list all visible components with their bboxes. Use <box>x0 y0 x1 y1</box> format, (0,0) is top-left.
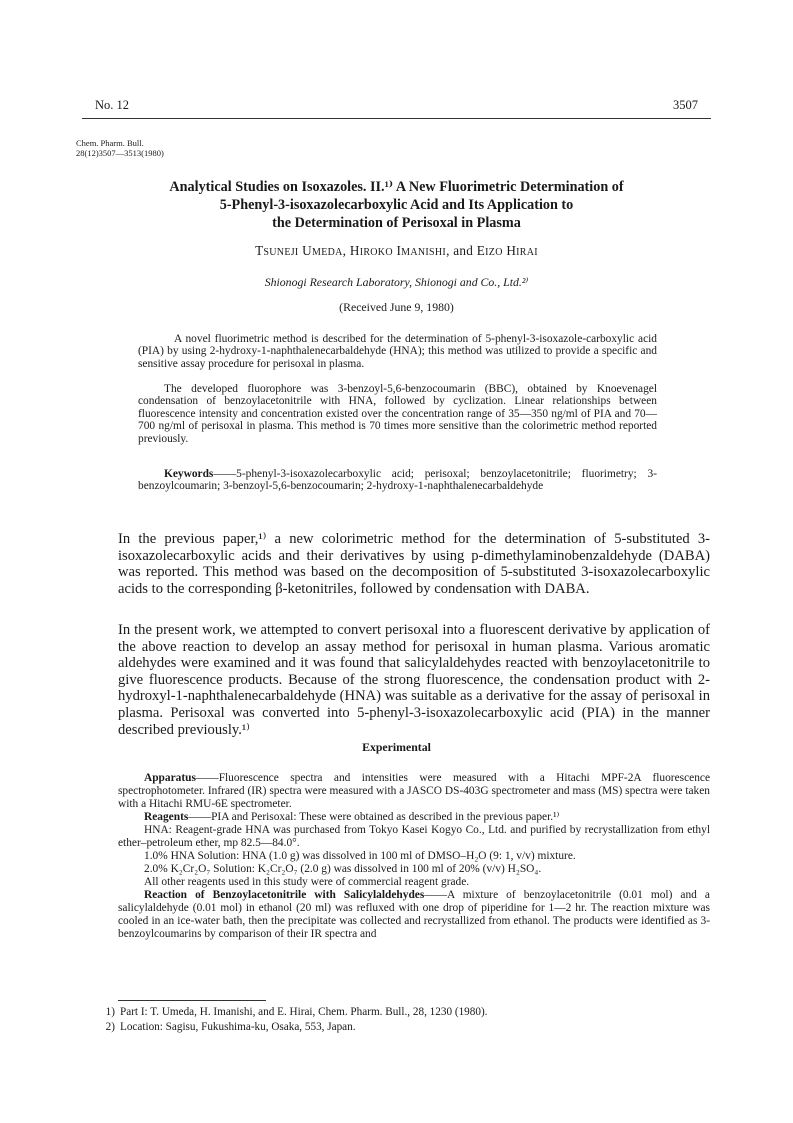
reagents-label: Reagents <box>144 811 189 823</box>
footnote-2: 2) Location: Sagisu, Fukushima-ku, Osaka, 553, Japan. <box>105 1021 356 1033</box>
citation-journal: Chem. Pharm. Bull. <box>76 138 144 148</box>
hna-solution-paragraph: 1.0% HNA Solution: HNA (1.0 g) was dissolved in 100 ml of DMSO–H₂O (9: 1, v/v) mixture. <box>144 850 576 862</box>
author-list: TSUNEJI UMEDA, HIROKO IMANISHI, and EIZO HIRAI <box>255 243 538 258</box>
hna-paragraph: HNA: Reagent-grade HNA was purchased from Tokyo Kasei Kogyo Co., Ltd. and purified by recrystallization from ethyl ether–petroleum ether, mp 82.5—84.0°. <box>118 824 710 849</box>
journal-issue: No. 12 <box>95 98 130 112</box>
dichromate-solution-paragraph: 2.0% K₂Cr₂O₇ Solution: K₂Cr₂O₇ (2.0 g) was dissolved in 100 ml of 20% (v/v) H₂SO₄. <box>144 863 542 875</box>
footnote-rule <box>118 1000 266 1001</box>
apparatus-label: Apparatus <box>144 772 196 784</box>
section-heading-experimental: Experimental <box>362 740 431 754</box>
intro-paragraph-2: In the present work, we attempted to convert perisoxal into a fluorescent derivative by application of the above reaction to develop an assay method for perisoxal in human plasma. Various aromatic aldehydes were examined and it was found that salicylaldehydes reacted with benzoylacetonitrile to give fluorescence products. Because of the strong fluorescence, the condensation product with 2-hydroxyl-1-naphthalenecarbaldehyde (HNA) was suitable as a derivative for the assay of perisoxal in plasma. Perisoxal was converted into 5-phenyl-3-isoxazolecarboxylic acid (PIA) in the manner described previously.¹⁾ <box>118 622 710 738</box>
header-rule <box>82 118 711 119</box>
title-line-1: Analytical Studies on Isoxazoles. II.¹⁾ A New Fluorimetric Determination of <box>169 179 624 195</box>
page-number: 3507 <box>673 98 698 112</box>
keywords-label: Keywords <box>164 468 214 480</box>
title-line-2: 5-Phenyl-3-isoxazolecarboxylic Acid and Its Application to <box>219 197 574 213</box>
affiliation: Shionogi Research Laboratory, Shionogi and Co., Ltd.²⁾ <box>264 275 529 289</box>
received-date: (Received June 9, 1980) <box>339 300 454 314</box>
article-title <box>95 178 698 232</box>
keywords-list: ——5-phenyl-3-isoxazolecarboxylic acid; perisoxal; benzoylacetonitrile; fluorimetry; 3-benzoylcoumarin; 3-benzoyl-5,6-benzocoumarin; 2-hydroxy-1-naphthalenecarbaldehyde <box>138 468 657 493</box>
other-reagents-paragraph: All other reagents used in this study were of commercial reagent grade. <box>144 876 470 888</box>
reaction-label: Reaction of Benzoylacetonitrile with Salicylaldehydes <box>144 889 425 901</box>
keywords <box>138 468 657 493</box>
abstract-paragraph-1: A novel fluorimetric method is described for the determination of 5-phenyl-3-isoxazole-carboxylic acid (PIA) by using 2-hydroxy-1-naphthalenecarbaldehyde (HNA); this method was utilized to provide a specific and sensitive assay procedure for perisoxal in plasma. <box>138 333 657 370</box>
footnote-1: 1) Part I: T. Umeda, H. Imanishi, and E. Hirai, Chem. Pharm. Bull., 28, 1230 (1980). <box>105 1006 488 1018</box>
title-line-3: the Determination of Perisoxal in Plasma <box>272 215 521 231</box>
reaction-paragraph: Reaction of Benzoylacetonitrile with Salicylaldehydes——A mixture of benzoylacetonitrile (0.01 mol) and a salicylaldehyde (0.01 mol) in ethanol (20 ml) was refluxed with one drop of piperidine for 1—2 hr. The reaction mixture was cooled in an ice-water bath, then the precipitate was collected and recrystallized from ethanol. The products were identified as 3-benzoylcoumarins by comparison of their IR spectra and <box>118 889 710 940</box>
intro-paragraph-1: In the previous paper,¹⁾ a new colorimetric method for the determination of 5-substituted 3-isoxazolecarboxylic acids and their derivatives by using p-dimethylaminobenzaldehyde (DABA) was reported. This method was based on the decomposition of 5-substituted 3-isoxazolecarboxylic acids to the corresponding β-ketonitriles, followed by condensation with DABA. <box>118 531 710 597</box>
apparatus-paragraph: Apparatus——Fluorescence spectra and intensities were measured with a Hitachi MPF-2A fluorescence spectrophotometer. Infrared (IR) spectra were measured with a JASCO DS-403G spectrometer and mass (MS) spectra were taken with a Hitachi RMU-6E spectrometer. <box>118 772 710 810</box>
reagents-paragraph: Reagents——PIA and Perisoxal: These were obtained as described in the previous paper.¹⁾ <box>144 811 560 823</box>
citation-volume: 28(12)3507—3513(1980) <box>76 148 164 158</box>
abstract-paragraph-2: The developed fluorophore was 3-benzoyl-5,6-benzocoumarin (BBC), obtained by Knoevenagel condensation of benzoylacetonitrile with HNA, followed by cyclization. Linear relationships between fluorescence intensity and concentration existed over the concentration range of 35—350 ng/ml of PIA and 70—700 ng/ml of perisoxal in plasma. This method is 70 times more sensitive than the colorimetric method reported previously. <box>138 383 657 445</box>
journal-citation <box>76 138 164 158</box>
